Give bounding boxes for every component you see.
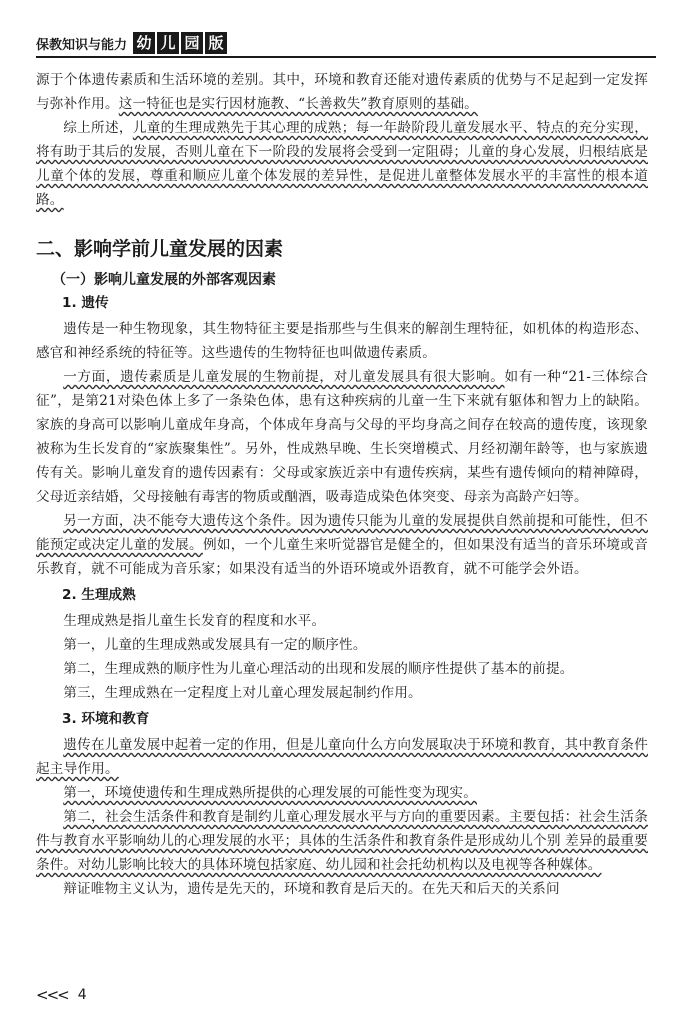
page-footer (36, 986, 87, 1004)
page-body (36, 68, 648, 901)
topic-heading-environment: 3. 环境和教育 (62, 711, 150, 727)
underlined-text: 第一，环境使遗传和生理成熟所提供的心理发展的可能性变为现实。 (63, 785, 477, 801)
paragraph: 第二，生理成熟的顺序性为儿童心理活动的出现和发展的顺序性提供了基本的前提。 (63, 661, 574, 677)
topic-heading-maturation: 2. 生理成熟 (62, 587, 136, 603)
text-run: 例如，一个儿童生来听觉器官是健全的，但如果没有适当的音乐环境或音乐教育，就不可能成为音乐家；如果没有适当的外语环境或外语教育，就不可能学会外语。 (36, 537, 648, 577)
paragraph (36, 116, 648, 212)
subsection-heading: （一）影响儿童发展的外部客观因素 (52, 272, 276, 288)
series-title: 保教知识与能力 (36, 38, 128, 53)
text-run: 源于个体遗传素质和生活环境的差别。其中，环境和教育还能对遗传素质的优势与不足起到一定发挥与弥补作用。 (36, 72, 648, 112)
underlined-text: 主要包括：社会生活条件与教育水平影响幼儿的心理发展的水平；具体的生活条件和教育条件是形成幼儿个别 差异的最重要条件。对幼儿影响比较大的具体环境包括家庭、幼儿园和社会托幼机构以及电视等各种媒体。 (36, 809, 648, 873)
underlined-text: 儿童的生理成熟先于其心理的成熟；每一年龄阶段儿童发展水平、特点的充分实现，将有助于其后的发展，否则儿童在下一阶段的发展将会受到一定阻碍；儿童的身心发展，归根结底是儿童个体的发展，尊重和顺应儿童个体发展的差异性，是促进儿童整体发展水平的丰富性的根本道路。 (36, 120, 648, 208)
paragraph (36, 805, 648, 877)
paragraph (36, 68, 648, 116)
edition-badges (133, 32, 227, 56)
paragraph: 遗传是一种生物现象，其生物特征主要是指那些与生俱来的解剖生理特征，如机体的构造形态、感官和神经系统的特征等。这些遗传的生物特征也叫做遗传素质。 (36, 321, 648, 361)
edition-badge: 版 (205, 32, 227, 54)
section-heading: 二、影响学前儿童发展的因素 (36, 238, 284, 260)
page-number: 4 (77, 987, 87, 1003)
paragraph (36, 509, 648, 581)
underlined-text: 遗传在儿童发展中起着一定的作用，但是儿童向什么方向发展取决于环境和教育，其中教育条件起主导作用。 (36, 737, 648, 777)
topic-heading-heredity: 1. 遗传 (62, 295, 109, 311)
paragraph (36, 733, 648, 781)
paragraph: 第一，儿童的生理成熟或发展具有一定的顺序性。 (63, 637, 367, 653)
underlined-text: 第二，社会生活条件和教育是制约儿童心理发展水平与方向的重要因素。 (63, 809, 509, 825)
text-run: 综上所述， (63, 120, 133, 136)
paragraph: 第三，生理成熟在一定程度上对儿童心理发展起制约作用。 (63, 685, 422, 701)
paragraph: 辩证唯物主义认为，遗传是先天的，环境和教育是后天的。在先天和后天的关系问 (63, 881, 560, 897)
paragraph (36, 781, 648, 805)
edition-badge: 幼 (133, 32, 155, 54)
paragraph: 生理成熟是指儿童生长发育的程度和水平。 (63, 613, 326, 629)
text-run: 如有一种“21-三体综合征”，是第21对染色体上多了一条染色体，患有这种疾病的儿童一生下来就有躯体和智力上的缺陷。家族的身高可以影响儿童成年身高，个体成年身高与父母的平均身高之间存在较高的遗传度，该现象被称为生长发育的“家族聚集性”。另外，性成熟早晚、生长突增模式、月经初潮年龄等，也与家族遗传有关。影响儿童发育的遗传因素有：父母或家族近亲中有遗传疾病，某些有遗传倾向的精神障碍，父母近亲结婚，父母接触有毒害的物质或酗酒，吸毒造成染色体突变、母亲为高龄产妇等。 (36, 369, 648, 505)
paragraph (36, 365, 648, 509)
chevrons-icon: <<< (36, 986, 68, 1004)
underlined-text: 这一特征也是实行因材施教、“长善救失”教育原则的基础。 (118, 96, 478, 112)
edition-badge: 园 (181, 32, 203, 54)
underlined-text: 一方面，遗传素质是儿童发展的生物前提，对儿童发展具有很大影响。 (63, 369, 505, 385)
running-header (36, 26, 656, 58)
underlined-text: 另一方面，决不能夸大遗传这个条件。因为遗传只能为儿童的发展提供自然前提和可能性，但不能预定或决定儿童的发展。 (36, 513, 648, 553)
edition-badge: 儿 (157, 32, 179, 54)
